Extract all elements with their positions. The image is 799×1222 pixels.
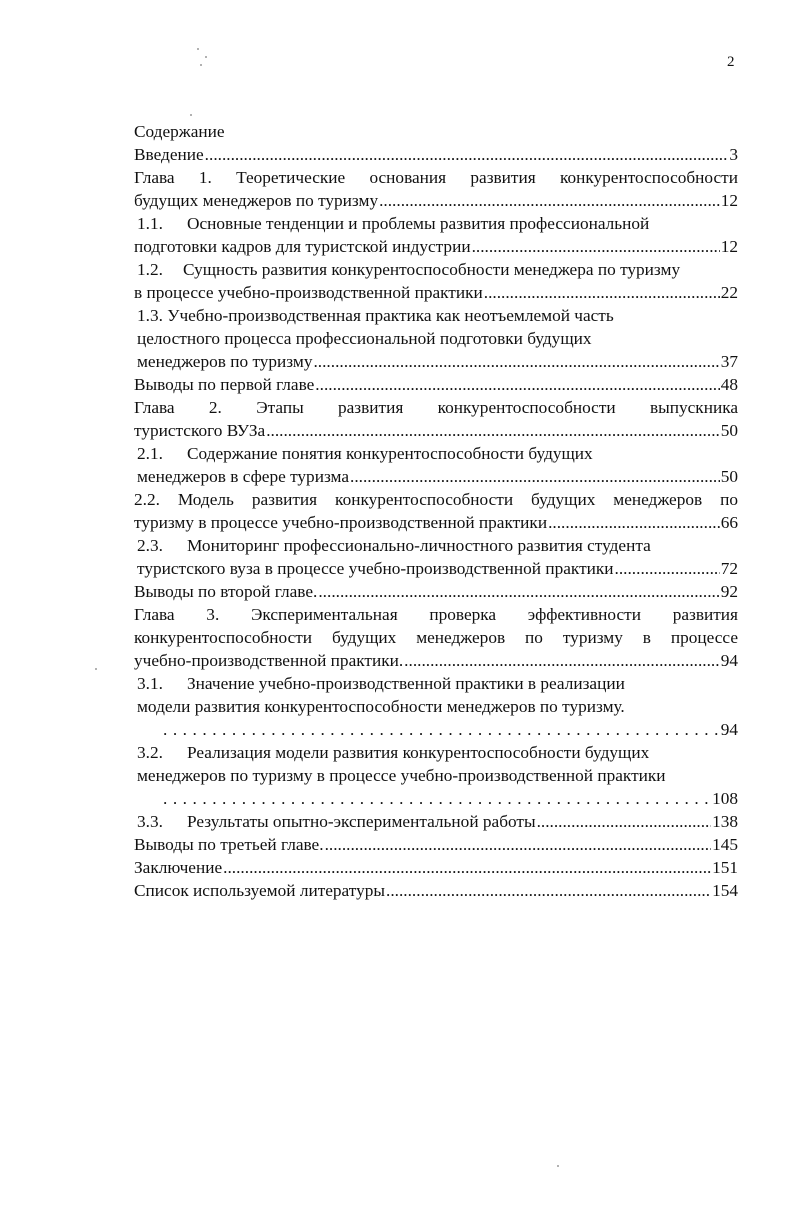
toc-entry-1-3[interactable]: 1.3. Учебно-производственная практика как неотъемлемой часть [137,306,614,325]
toc-entry-2-3[interactable]: 2.3. Мониторинг профессионально-личностного развития студента [137,536,651,555]
toc-entry-1-2[interactable]: 1.2. Сущность развития конкурентоспособности менеджера по туризму [137,260,681,279]
toc-entry-conclusion-3[interactable]: Выводы по третьей главе. ..... 145 [134,833,738,856]
toc-page: 50 [720,421,738,440]
dot-leader [548,511,720,534]
toc-entry-3-1-cont[interactable]: модели развития конкурентоспособности менеджеров по туризму. [137,697,625,716]
toc-entry-chapter-2[interactable]: Глава 2. Этапы развития конкурентоспособности выпускника [134,398,738,417]
toc-entry-3-1[interactable]: 3.1. Значение учебно-производственной практики в реализации [137,674,625,693]
toc-page: 138 [712,812,738,831]
toc-entry-final-conclusion[interactable]: Заключение ..... 151 [134,856,738,879]
toc-page: 50 [720,467,738,486]
toc-page: 94 [720,720,738,739]
toc-page: 22 [720,283,738,302]
dot-leader [350,465,720,488]
dot-leader [537,810,712,833]
dot-leader [386,879,711,902]
toc-entry-3-2-leader[interactable] [134,787,738,810]
toc-entry-chapter-3-cont2[interactable]: учебно-производственной практики. ..... 94 [134,649,738,672]
toc-page: 3 [729,145,738,164]
toc-entry-chapter-1-cont[interactable]: будущих менеджеров по туризму ..... 12 [134,189,738,212]
toc-entry-3-2-cont[interactable]: менеджеров по туризму в процессе учебно-производственной практики [137,766,666,785]
toc-entry-2-1[interactable]: 2.1. Содержание понятия конкурентоспособности будущих [137,444,593,463]
toc-entry-3-1-leader[interactable] [134,718,738,741]
toc-entry-chapter-1[interactable]: Глава 1. Теоретические основания развития конкурентоспособности [134,168,738,187]
toc-entry-3-3[interactable]: 3.3. Результаты опытно-экспериментальной работы ..... 138 [134,810,738,833]
toc-entry-1-3-cont2[interactable]: менеджеров по туризму ..... 37 [134,350,738,373]
toc-entry-3-2[interactable]: 3.2. Реализация модели развития конкурентоспособности будущих [137,743,650,762]
toc-page: 37 [720,352,738,371]
toc-entry-intro[interactable]: Введение ..... 3 [134,143,738,166]
toc-page: 12 [720,237,738,256]
toc-page: 48 [720,375,738,394]
dot-leader [205,143,729,166]
toc-page: 154 [712,881,738,900]
toc-entry-conclusion-1[interactable]: Выводы по первой главе ..... 48 [134,373,738,396]
dot-leader [266,419,720,442]
toc-page: 145 [712,835,738,854]
toc-page: 94 [720,651,738,670]
dot-leader [163,787,711,810]
toc-page: 151 [712,858,738,877]
toc-entry-2-2[interactable]: 2.2. Модель развития конкурентоспособности будущих менеджеров по [134,490,738,509]
toc-page: 66 [720,513,738,532]
toc-page: 108 [712,789,738,808]
toc-entry-1-1[interactable]: 1.1. Основные тенденции и проблемы развития профессиональной [137,214,650,233]
toc-entry-conclusion-2[interactable]: Выводы по второй главе. ..... 92 [134,580,738,603]
toc-entry-chapter-3-cont[interactable]: конкурентоспособности будущих менеджеров по туризму в процессе [134,628,738,647]
toc-entry-chapter-3[interactable]: Глава 3. Экспериментальная проверка эффективности развития [134,605,738,624]
dot-leader [315,373,719,396]
toc-entry-2-3-cont[interactable]: туристского вуза в процессе учебно-производственной практики ..... 72 [134,557,738,580]
toc-title: Содержание [134,122,225,141]
dot-leader [379,189,720,212]
toc-entry-1-3-cont[interactable]: целостного процесса профессиональной подготовки будущих [137,329,592,348]
dot-leader [472,235,720,258]
dot-leader [325,833,712,856]
table-of-contents [134,120,738,902]
toc-page: 92 [720,582,738,601]
toc-entry-literature[interactable]: Список используемой литературы ..... 154 [134,879,738,902]
dot-leader [313,350,719,373]
toc-entry-1-1-cont[interactable]: подготовки кадров для туристской индустрии ..... 12 [134,235,738,258]
toc-entry-2-2-cont[interactable]: туризму в процессе учебно-производственной практики ..... 66 [134,511,738,534]
toc-entry-2-1-cont[interactable]: менеджеров в сфере туризма ..... 50 [134,465,738,488]
dot-leader [404,649,720,672]
toc-entry-1-2-cont[interactable]: в процессе учебно-производственной практики ..... 22 [134,281,738,304]
dot-leader [615,557,720,580]
dot-leader [318,580,719,603]
page-number: 2 [727,54,735,70]
dot-leader [163,718,720,741]
toc-page: 12 [720,191,738,210]
dot-leader [223,856,711,879]
toc-entry-chapter-2-cont[interactable]: туристского ВУЗа ..... 50 [134,419,738,442]
toc-page: 72 [720,559,738,578]
dot-leader [484,281,720,304]
